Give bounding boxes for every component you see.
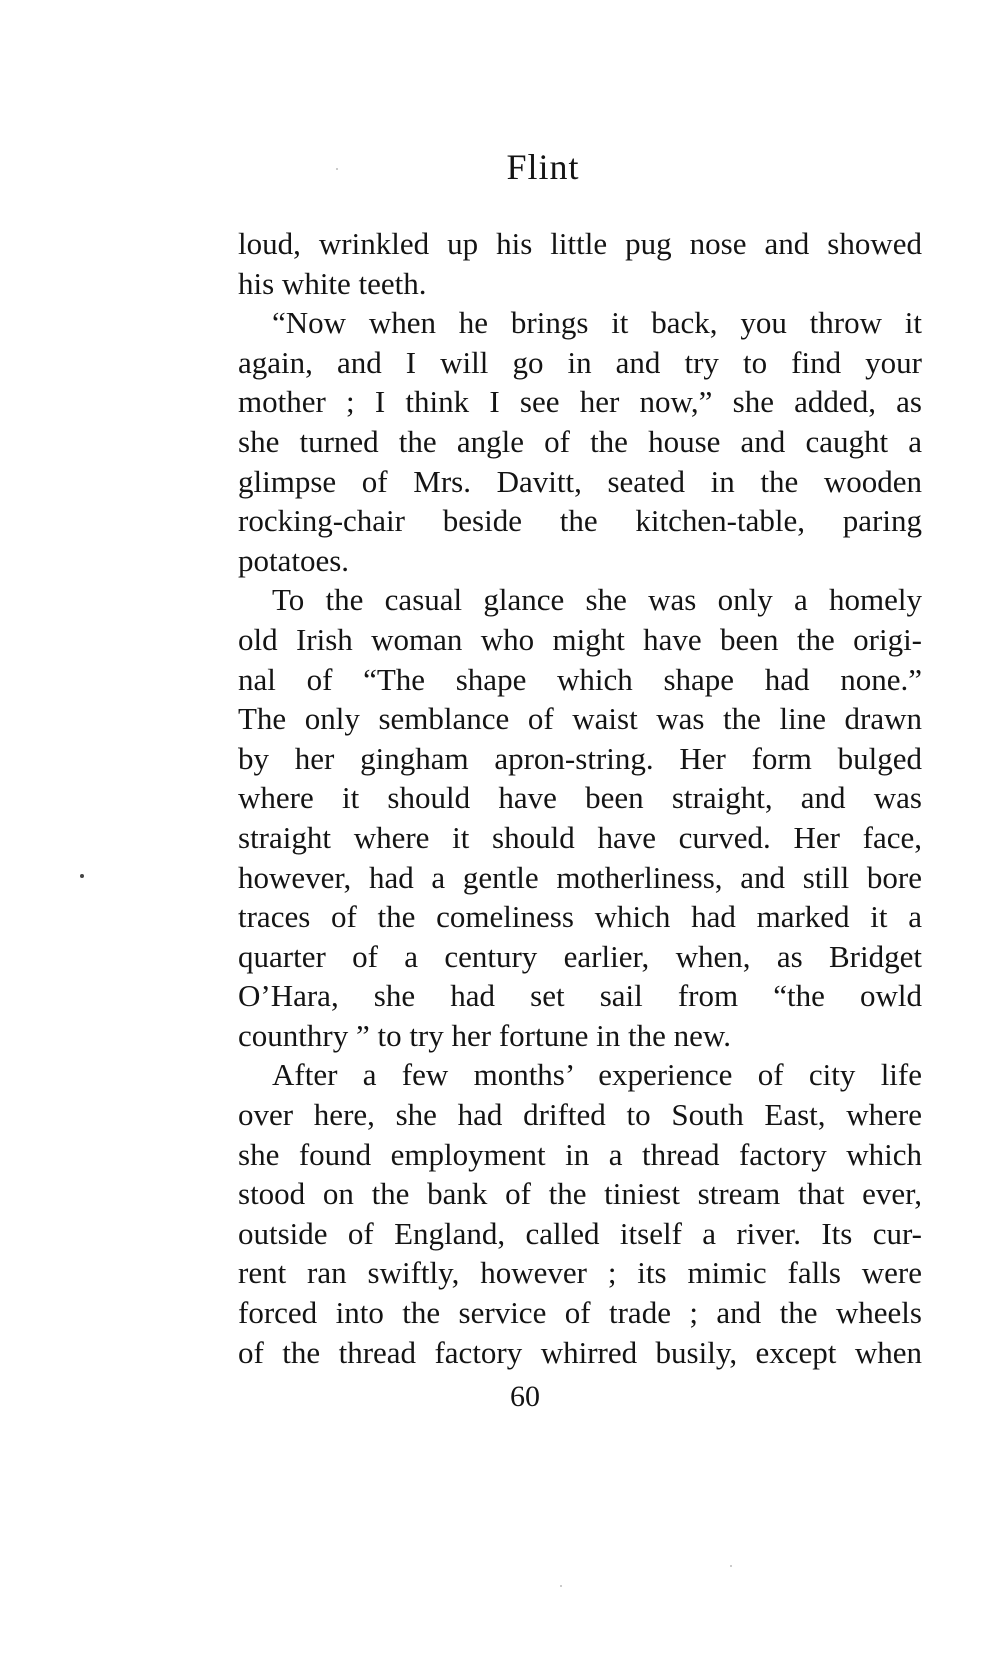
text-line: glimpse of Mrs. Davitt, seated in the wooden [238, 463, 922, 499]
paragraph [238, 224, 922, 303]
text-line: straight where it should have curved. Her face, [238, 819, 922, 855]
text-line: old Irish woman who might have been the origi- [238, 621, 922, 657]
text-line: To the casual glance she was only a homely [272, 582, 922, 618]
scan-speck [336, 168, 338, 170]
text-line: again, and I will go in and try to find your [238, 344, 922, 380]
text-line: she turned the angle of the house and caught a [238, 423, 922, 459]
scan-speck [560, 1585, 562, 1587]
text-line: “Now when he brings it back, you throw it [272, 305, 922, 341]
text-line: she found employment in a thread factory which [238, 1136, 922, 1172]
text-line: counthry ” to try her fortune in the new. [238, 1017, 731, 1053]
paragraph [238, 580, 922, 1055]
scan-speck [730, 1565, 732, 1567]
text-line: mother ; I think I see her now,” she added, as [238, 384, 922, 420]
text-line: quarter of a century earlier, when, as Bridget [238, 938, 922, 974]
text-line: O’Hara, she had set sail from “the owld [238, 978, 922, 1014]
body-text [238, 224, 922, 1372]
text-line: The only semblance of waist was the line drawn [238, 701, 922, 737]
paragraph [238, 1055, 922, 1372]
text-line: forced into the service of trade ; and the wheels [238, 1295, 922, 1331]
text-line: traces of the comeliness which had marked it a [238, 899, 922, 935]
text-line: by her gingham apron-string. Her form bulged [238, 740, 922, 776]
text-line: rocking-chair beside the kitchen-table, paring [238, 503, 922, 539]
page-number: 60 [510, 1380, 540, 1413]
scan-speck [80, 874, 84, 878]
text-line: potatoes. [238, 542, 350, 578]
text-line: rent ran swiftly, however ; its mimic falls were [238, 1255, 922, 1291]
text-line: outside of England, called itself a river. Its cur- [238, 1215, 922, 1251]
text-line: nal of “The shape which shape had none.” [238, 661, 922, 697]
paragraph [238, 303, 922, 580]
text-line: of the thread factory whirred busily, except when [238, 1334, 922, 1370]
text-line: where it should have been straight, and was [238, 780, 922, 816]
text-line: however, had a gentle motherliness, and still bore [238, 859, 922, 895]
text-line: over here, she had drifted to South East, where [238, 1097, 922, 1133]
running-head: Flint [506, 147, 580, 187]
text-line: loud, wrinkled up his little pug nose and showed [238, 226, 922, 261]
text-line: After a few months’ experience of city life [272, 1057, 922, 1093]
text-line: his white teeth. [238, 265, 427, 301]
text-line: stood on the bank of the tiniest stream that ever, [238, 1176, 922, 1212]
